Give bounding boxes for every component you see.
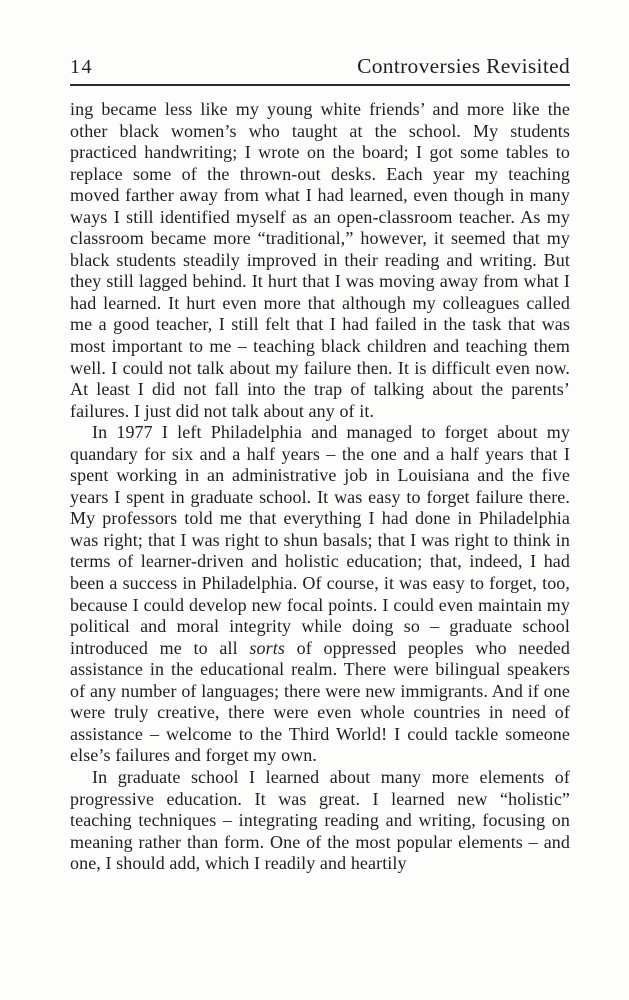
page-header bbox=[70, 54, 570, 86]
page-number: 14 bbox=[70, 56, 93, 78]
paragraph bbox=[70, 422, 570, 767]
text-segment: ing became less like my young white friends’ and more like the other black women’s who taught at the school. My students practiced handwriting; I wrote on the board; I got some tables to replace some of the thrown-out desks. Each year my teaching moved farther away from what I had learned, even though in many ways I still identified myself as an open-classroom teacher. As my classroom became more “traditional,” however, it seemed that my black students steadily improved in their reading and writing. But they still lagged behind. It hurt that I was moving away from what I had learned. It hurt even more that although my colleagues called me a good teacher, I still felt that I had failed in the task that was most important to me – teaching black children and teaching them well. I could not talk about my failure then. It is difficult even now. At least I did not fall into the trap of talking about the parents’ failures. I just did not talk about any of it. bbox=[70, 99, 570, 421]
text-segment: In 1977 I left Philadelphia and managed to forget about my quandary for six and a half years – the one and a half years that I spent working in an administrative job in Louisiana and the five years I spent in graduate school. It was easy to forget failure there. My professors told me that everything I had done in Philadelphia was right; that I was right to shun basals; that I was right to think in terms of learner-driven and holistic education; that, indeed, I had been a success in Philadelphia. Of course, it was easy to forget, too, because I could develop new focal points. I could even maintain my political and moral integrity while doing so – graduate school introduced me to all bbox=[70, 422, 570, 658]
text-segment: of oppressed peoples who needed assistance in the educational realm. There were bilingual speakers of any number of languages; there were new immigrants. And if one were truly creative, there were even whole countries in need of assistance – welcome to the Third World! I could tackle someone else’s failures and forget my own. bbox=[70, 637, 570, 766]
running-head: Controversies Revisited bbox=[357, 54, 570, 78]
paragraph bbox=[70, 767, 570, 875]
text-segment: In graduate school I learned about many more elements of progressive education. It was great. I learned new “holistic” teaching techniques – integrating reading and writing, focusing on meaning rather than form. One of the most popular elements – and one, I should add, which I readily and heartily bbox=[70, 766, 570, 874]
page-body bbox=[70, 99, 570, 875]
paragraph bbox=[70, 99, 570, 422]
text-segment-italic: sorts bbox=[249, 637, 285, 658]
